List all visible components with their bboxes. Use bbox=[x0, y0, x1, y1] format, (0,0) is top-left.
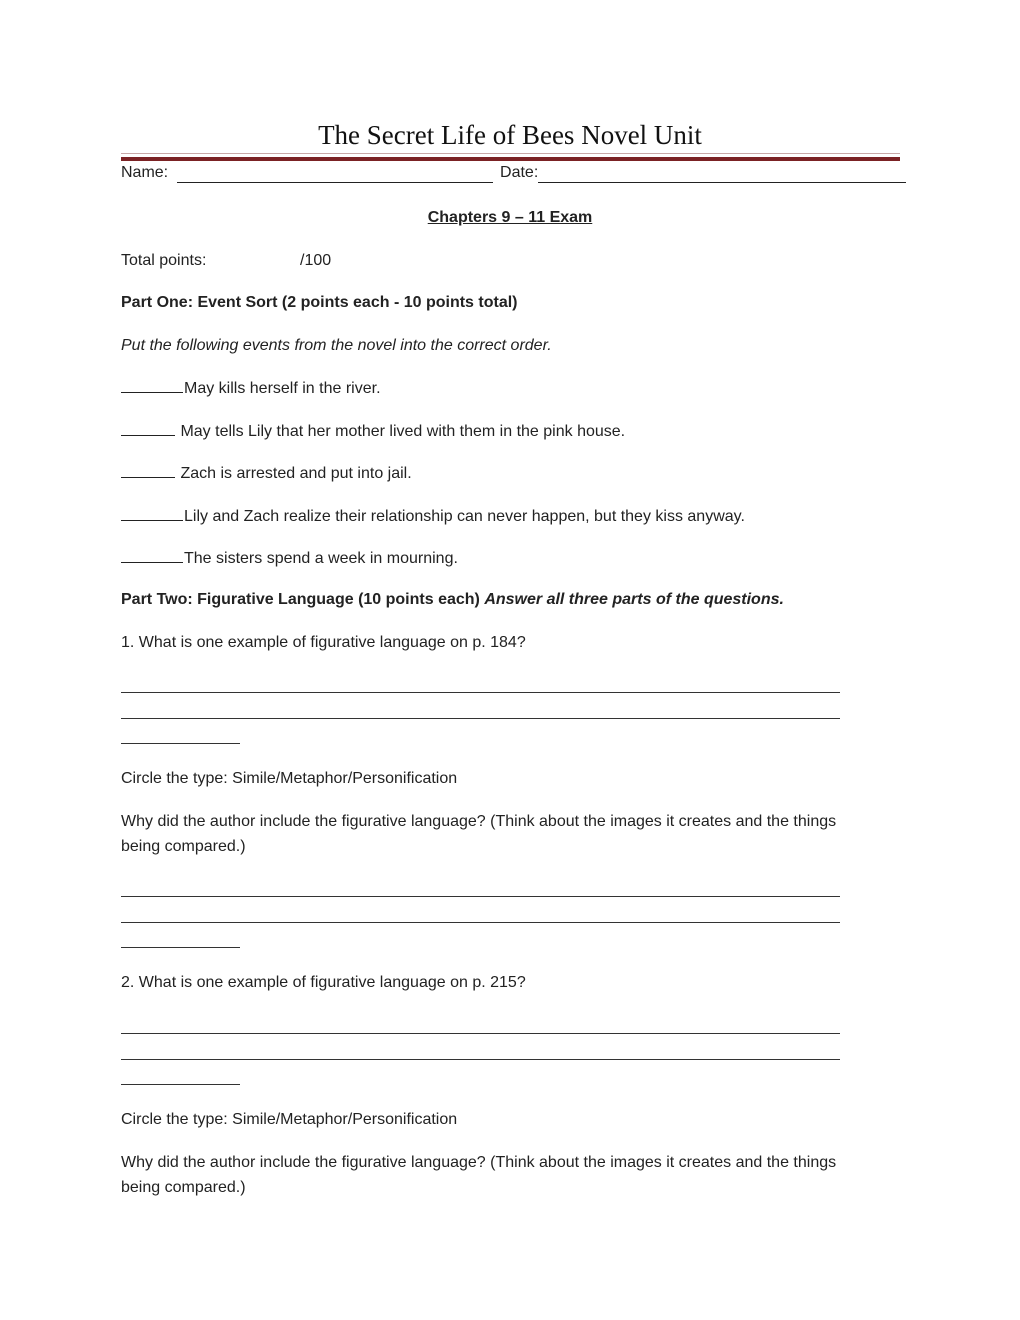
answer-line[interactable] bbox=[121, 743, 240, 744]
order-blank[interactable] bbox=[121, 549, 183, 563]
order-blank[interactable] bbox=[121, 422, 175, 436]
question-1-why-cont: being compared.) bbox=[121, 838, 246, 855]
total-points-label: Total points: bbox=[121, 252, 207, 269]
total-points-value: /100 bbox=[300, 252, 332, 269]
event-item bbox=[121, 549, 458, 568]
date-field[interactable] bbox=[538, 164, 906, 183]
date-label: Date: bbox=[500, 164, 539, 181]
event-text: May kills herself in the river. bbox=[184, 380, 381, 397]
event-text: Zach is arrested and put into jail. bbox=[176, 465, 412, 482]
event-item bbox=[121, 507, 745, 526]
name-field[interactable] bbox=[177, 164, 493, 183]
event-text: Lily and Zach realize their relationship can never happen, but they kiss anyway. bbox=[184, 508, 745, 525]
event-text: May tells Lily that her mother lived with them in the pink house. bbox=[176, 423, 626, 440]
event-text: The sisters spend a week in mourning. bbox=[184, 550, 458, 567]
header-rule-thin bbox=[121, 153, 900, 154]
exam-title: Chapters 9 – 11 Exam bbox=[427, 209, 593, 226]
question-1-circle-type: Circle the type: Simile/Metaphor/Personification bbox=[121, 770, 458, 787]
event-item bbox=[121, 379, 381, 398]
question-1-why: Why did the author include the figurative language? (Think about the images it creates and the things bbox=[121, 813, 837, 830]
part-two-heading-note: Answer all three parts of the questions. bbox=[484, 591, 784, 608]
part-one-heading: Part One: Event Sort (2 points each - 10 points total) bbox=[121, 294, 518, 311]
name-date-row bbox=[121, 164, 906, 183]
answer-line[interactable] bbox=[121, 1084, 240, 1085]
question-2-why: Why did the author include the figurative language? (Think about the images it creates and the things bbox=[121, 1154, 837, 1171]
answer-line[interactable] bbox=[121, 922, 840, 923]
part-one-instructions: Put the following events from the novel into the correct order. bbox=[121, 337, 552, 354]
order-blank[interactable] bbox=[121, 379, 183, 393]
question-2-circle-type: Circle the type: Simile/Metaphor/Personification bbox=[121, 1111, 458, 1128]
question-2-why-cont: being compared.) bbox=[121, 1179, 246, 1196]
page-title: The Secret Life of Bees Novel Unit bbox=[318, 120, 702, 150]
part-two-heading bbox=[121, 591, 784, 609]
answer-line[interactable] bbox=[121, 896, 840, 897]
question-1-prompt: 1. What is one example of figurative language on p. 184? bbox=[121, 634, 526, 651]
name-label: Name: bbox=[121, 164, 169, 181]
order-blank[interactable] bbox=[121, 507, 183, 521]
answer-line[interactable] bbox=[121, 1033, 840, 1034]
event-item bbox=[121, 464, 412, 483]
answer-line[interactable] bbox=[121, 692, 840, 693]
event-item bbox=[121, 422, 625, 441]
answer-line[interactable] bbox=[121, 718, 840, 719]
header-rule-thick bbox=[121, 157, 900, 161]
part-two-heading-text: Part Two: Figurative Language (10 points each) bbox=[121, 591, 480, 608]
answer-line[interactable] bbox=[121, 1059, 840, 1060]
answer-line[interactable] bbox=[121, 947, 240, 948]
order-blank[interactable] bbox=[121, 464, 175, 478]
question-2-prompt: 2. What is one example of figurative language on p. 215? bbox=[121, 974, 526, 991]
